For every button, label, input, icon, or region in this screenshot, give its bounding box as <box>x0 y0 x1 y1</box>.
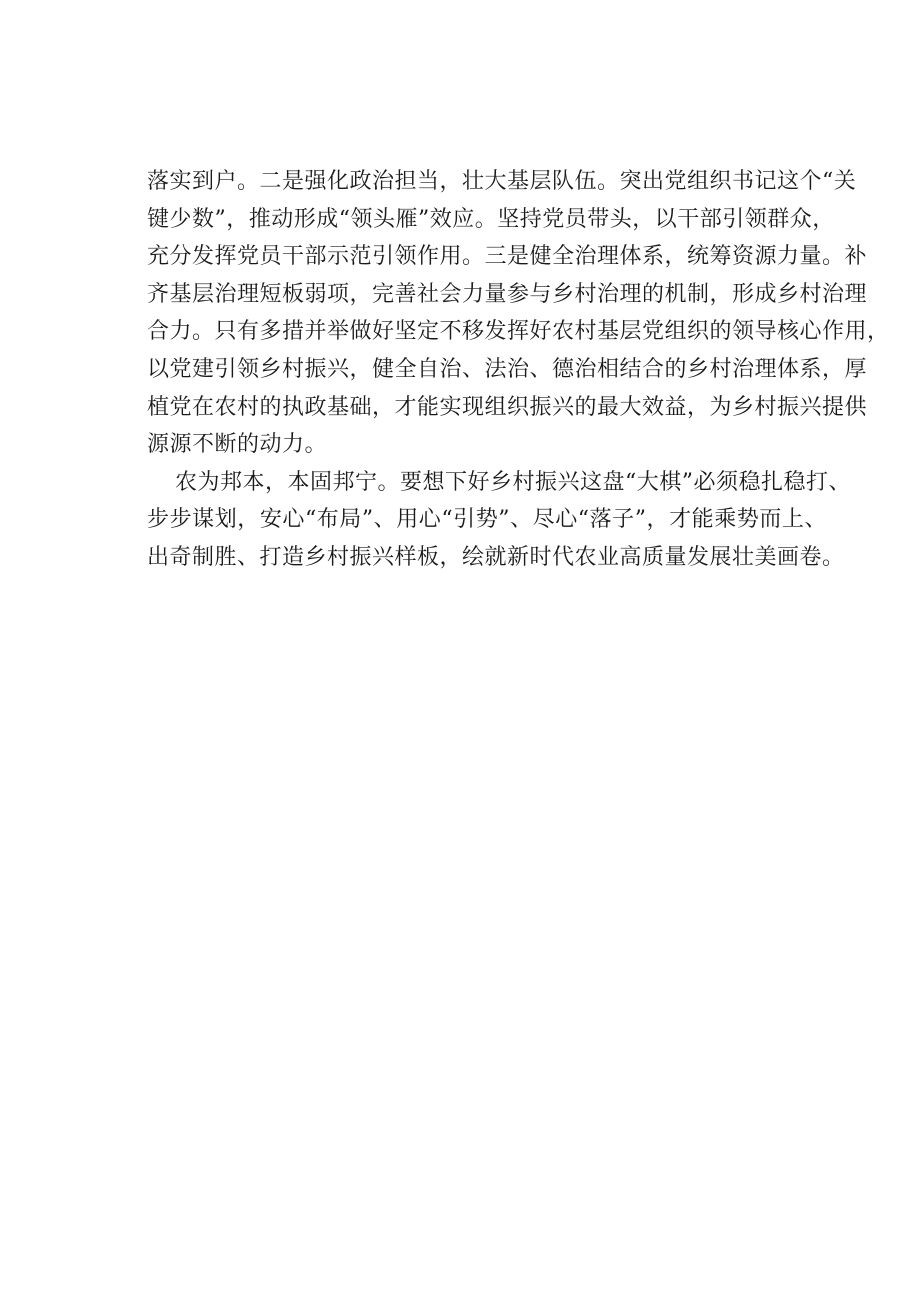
text-line: 落实到户。二是强化政治担当，壮大基层队伍。突出党组织书记这个“关 <box>147 169 857 194</box>
paragraph-2 <box>147 464 851 577</box>
document-body <box>147 163 890 577</box>
text-line: 合力。只有多措并举做好坚定不移发挥好农村基层党组织的领导核心作用， <box>147 319 890 345</box>
text-line: 键少数”，推动形成“领头雁”效应。坚持党员带头，以干部引领群众， <box>147 206 835 232</box>
text-line: 植党在农村的执政基础，才能实现组织振兴的最大效益，为乡村振兴提供 <box>147 394 868 420</box>
text-line: 充分发挥党员干部示范引领作用。三是健全治理体系，统筹资源力量。补 <box>147 244 868 270</box>
text-line: 出奇制胜、打造乡村振兴样板，绘就新时代农业高质量发展壮美画卷。 <box>147 544 845 570</box>
paragraph-1 <box>147 163 890 464</box>
text-line: 步步谋划，安心“布局”、用心“引势”、尽心“落子”，才能乘势而上、 <box>147 507 827 533</box>
text-line: 以党建引领乡村振兴，健全自治、法治、德治相结合的乡村治理体系，厚 <box>147 356 868 382</box>
text-line: 农为邦本，本固邦宁。要想下好乡村振兴这盘“大棋”必须稳扎稳打、 <box>175 469 851 495</box>
text-line: 源源不断的动力。 <box>147 432 328 458</box>
text-line: 齐基层治理短板弱项，完善社会力量参与乡村治理的机制，形成乡村治理 <box>147 281 868 307</box>
